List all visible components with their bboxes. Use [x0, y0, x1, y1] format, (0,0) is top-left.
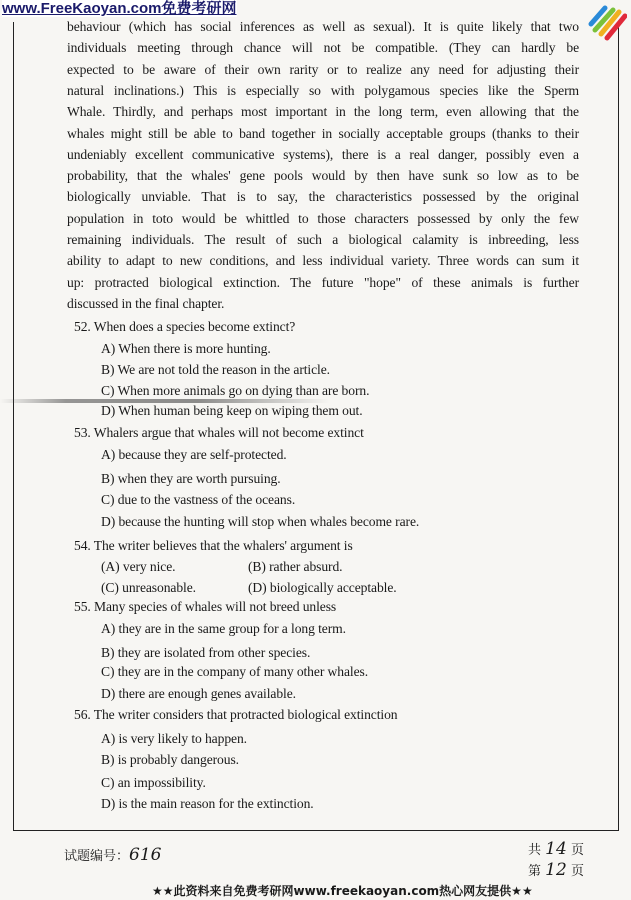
question-stem: 53. Whalers argue that whales will not become extinct: [74, 425, 364, 440]
passage-line: undeniably excellent communicative systems), there is a real danger, possibly even a: [67, 146, 579, 162]
passage-line: discussed in the final chapter.: [67, 295, 225, 311]
passage-line: expected to be aware of their own rarity or to realize any need for adjusting their: [67, 61, 579, 77]
page-suffix: 页: [570, 864, 584, 879]
passage-line: ability to adapt to new conditions, and less individual variety. Three words can sum it: [67, 253, 579, 269]
answer-option: C) an impossibility.: [101, 775, 206, 790]
answer-option: C) When more animals go on dying than are born.: [101, 383, 370, 398]
answer-option: B) We are not told the reason in the article.: [101, 362, 330, 377]
answer-option: (C) unreasonable.: [101, 580, 196, 595]
question-stem: 52. When does a species become extinct?: [74, 319, 296, 334]
answer-option: B) when they are worth pursuing.: [101, 471, 281, 486]
answer-option: (B) rather absurd.: [248, 559, 343, 574]
passage-line: behaviour (which has social inferences as well as sexual). It is quite likely that two: [67, 19, 579, 34]
answer-option: A) is very likely to happen.: [101, 731, 247, 746]
site-logo-icon: [587, 2, 627, 42]
current-page-value: 12: [545, 860, 567, 880]
passage-line: individuals meeting through chance will not be compatible. (They can hardly be: [67, 40, 579, 56]
answer-option: D) When human being keep on wiping them out.: [101, 403, 363, 418]
answer-option: C) due to the vastness of the oceans.: [101, 492, 296, 507]
answer-option: (D) biologically acceptable.: [248, 580, 397, 595]
answer-option: A) because they are self-protected.: [101, 447, 287, 462]
answer-option: A) When there is more hunting.: [101, 341, 271, 356]
question-stem: 56. The writer considers that protracted biological extinction: [74, 707, 398, 722]
answer-option: D) there are enough genes available.: [101, 686, 296, 701]
answer-option: D) is the main reason for the extinction.: [101, 796, 314, 811]
exam-code: [64, 846, 161, 864]
passage-line: biologically unviable. That is to say, the characteristics possessed by the original: [67, 189, 579, 205]
question-stem: 54. The writer believes that the whalers' argument is: [74, 538, 353, 553]
site-header[interactable]: www.FreeKaoyan.com免费考研网: [2, 0, 237, 17]
answer-option: A) they are in the same group for a long term.: [101, 621, 346, 636]
passage-line: remaining individuals. The result of such a biological calamity is inbreeding, less: [67, 232, 579, 247]
source-banner: ★★此资料来自免费考研网www.freekaoyan.com热心网友提供★★: [152, 884, 533, 898]
answer-option: B) is probably dangerous.: [101, 752, 239, 767]
passage-line: probability, that the whales' gene pools would by then have sunk so low as to be: [67, 168, 579, 184]
answer-option: (A) very nice.: [101, 559, 176, 574]
exam-code-value: 616: [129, 845, 162, 865]
answer-option: C) they are in the company of many other whales.: [101, 664, 368, 679]
passage-line: Whale. Thirdly, and perhaps most important in the long term, even allowing that the: [67, 104, 579, 120]
answer-option: B) they are isolated from other species.: [101, 645, 311, 660]
passage-line: whales might still be able to band together in socially acceptable groups (thanks to their: [67, 125, 579, 141]
exam-code-label: 试题编号：: [64, 849, 130, 864]
total-prefix: 共: [528, 843, 542, 858]
answer-option: D) because the hunting will stop when whales become rare.: [101, 514, 420, 529]
total-pages-value: 14: [545, 839, 567, 859]
page-suffix: 页: [570, 843, 584, 858]
passage-line: up: protracted biological extinction. The future "hope" of these animals is further: [67, 274, 579, 290]
current-prefix: 第: [528, 864, 542, 879]
passage-line: natural inclinations.) This is especially so with polygamous species like the Sperm: [67, 82, 579, 98]
question-stem: 55. Many species of whales will not breed unless: [74, 599, 337, 614]
passage-line: population in toto would be whittled to those characters possessed by only the few: [67, 210, 579, 226]
total-pages: [528, 840, 584, 858]
current-page: [528, 861, 584, 879]
